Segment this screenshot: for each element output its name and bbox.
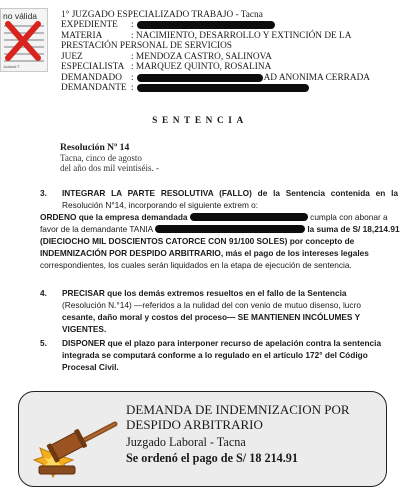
header-key: DEMANDADO — [61, 72, 122, 83]
red-x-icon — [3, 19, 43, 63]
redacted-block — [137, 84, 309, 92]
summary-banner — [18, 391, 387, 487]
document-stamp — [0, 8, 48, 72]
banner-text — [126, 402, 381, 466]
redacted-block — [137, 21, 275, 29]
header-key: ESPECIALISTA — [61, 62, 125, 72]
order-line-4: INDEMNIZACIÓN POR DESPIDO ARBITRARIO, más el pago de los intereses legales — [40, 248, 369, 258]
item-body: INTEGRAR LA PARTE RESOLUTIVA (FALLO) de la Sentencia contenida en la Resolución N°14, incorporando el siguiente extrem o: — [62, 188, 398, 210]
header-key: MATERIA — [61, 30, 103, 41]
header-value: : — [131, 20, 391, 31]
header-row-demandante — [61, 83, 391, 94]
resolution-item-3 — [40, 187, 398, 211]
header-value: : MARQUEZ QUINTO, ROSALINA — [131, 62, 272, 72]
resolution-item-5 — [40, 337, 398, 373]
order-line-2: favor de la demandante TANIA la suma de S/ 18,214.91 — [40, 224, 400, 234]
header-value: : MENDOZA CASTRO, SALINOVA — [131, 51, 272, 62]
item-number: 4. — [40, 288, 47, 298]
banner-title-line-2: DESPIDO ARBITRARIO — [126, 417, 263, 432]
header-value: : — [131, 83, 391, 94]
document-title: SENTENCIA — [152, 116, 248, 126]
header-key: JUEZ — [61, 51, 83, 62]
item-number: 3. — [40, 188, 47, 198]
header-key: DEMANDANTE — [61, 83, 127, 93]
redacted-block — [190, 213, 308, 221]
redacted-block — [155, 225, 305, 233]
header-row-demandado — [61, 73, 391, 84]
order-line-1: ORDENO que la empresa demandada cumpla con abonar a — [40, 212, 388, 222]
place-date: Tacna, cinco de agosto del año dos mil veintiséis. - — [60, 153, 159, 173]
header-row-materia-cont — [61, 41, 391, 52]
banner-subtitle: Juzgado Laboral - Tacna — [126, 435, 246, 449]
banner-amount: Se ordenó el pago de S/ 18 214.91 — [126, 451, 298, 465]
order-line-5: correspondientes, los cuales serán liquidados en la etapa de ejecución de sentencia. — [40, 260, 352, 270]
item-body: PRECISAR que los demás extremos resueltos en el fallo de la Sentencia (Resolución N.°14) —referidos a la nulidad del con venio de mutuo disenso, lucro cesante, daño moral y costos del proceso— SE MANTIENEN INCÓLUMES Y VIGENTES. — [62, 288, 361, 334]
banner-title-line-1: DEMANDA DE INDEMNIZACION POR — [126, 402, 350, 417]
header-key: EXPEDIENTE — [61, 20, 118, 30]
resolution-item-4 — [40, 287, 398, 335]
header-value: PRESTACIÓN PERSONAL DE SERVICIOS — [61, 41, 232, 51]
item-body: DISPONER que el plazo para interponer recurso de apelación contra la sentencia integrada se computará conforme a lo regulado en el artículo 172° del Código Procesal Civil. — [62, 338, 382, 372]
header-value: : NACIMIENTO, DESARROLLO Y EXTINCIÓN DE LA — [131, 30, 352, 41]
court-name: 1° JUZGADO ESPECIALIZADO TRABAJO - Tacna — [61, 10, 263, 20]
order-line-3: (DIECIOCHO MIL DOSCIENTOS CATORCE CON 91/100 SOLES) por concepto de — [40, 236, 355, 246]
redacted-block — [137, 74, 263, 82]
item-number: 5. — [40, 338, 47, 348]
header-row-materia — [61, 31, 391, 42]
header-row-juez — [61, 52, 391, 63]
gavel-icon — [31, 412, 121, 478]
header-row-expediente — [61, 20, 391, 31]
stamp-footer: Judicial T — [3, 64, 20, 69]
resolution-number: Resolución Nº 14 — [60, 142, 130, 153]
case-header — [61, 20, 391, 94]
header-value: : AD ANONIMA CERRADA — [131, 72, 370, 83]
header-row-especialista — [61, 62, 391, 73]
stamp-label: no válida — [3, 11, 38, 21]
order-paragraph — [40, 211, 398, 271]
